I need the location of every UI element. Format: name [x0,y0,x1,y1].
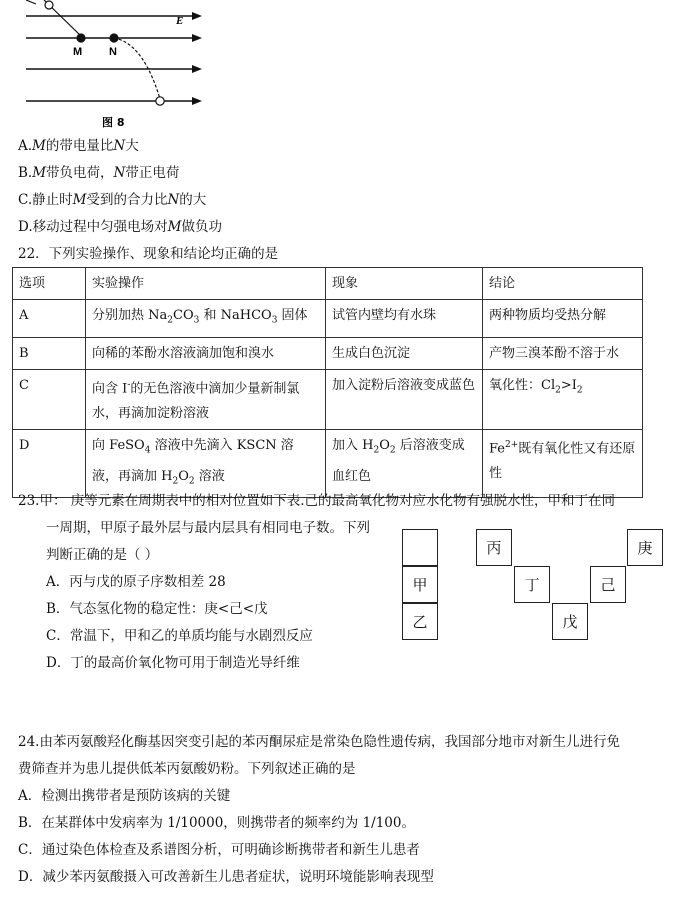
operation-cell: 向含 I-的无色溶液中滴加少量新制氯水，再滴加淀粉溶液 [86,369,326,429]
table-row [13,369,643,429]
cell-wu: 戊 [552,603,588,640]
q23-stem-line-1: 23.甲： 庚等元素在周期表中的相对位置如下表.己的最高氧化物对应水化物有强脱水性，甲和丁在同 [18,493,616,509]
phenomenon-cell: 生成白色沉淀 [326,337,483,369]
charge-m-dot [76,33,85,42]
conclusion-cell: 两种物质均受热分解 [483,300,643,338]
option-cell: C [13,369,86,429]
empty-cell [402,529,438,566]
q23-option-c: C．常温下，甲和乙的单质均能与水剧烈反应 [46,628,313,644]
header-cell: 实验操作 [86,268,326,300]
phenomenon-cell: 加入淀粉后溶液变成蓝色 [326,369,483,429]
cell-jia: 甲 [402,566,438,603]
q22-experiment-table [12,267,643,498]
q23-stem-line-2: 一周期，甲原子最外层与最内层具有相同电子数。下列 [46,520,370,536]
figure-caption: 图 8 [102,116,125,129]
phenomenon-cell: 试管内壁均有水珠 [326,300,483,338]
label-n: N [109,46,117,58]
cell-yi: 乙 [402,603,438,640]
q24-stem-line-1: 24.由苯丙氨酸羟化酶基因突变引起的苯丙酮尿症是常染色隐性遗传病，我国部分地市对新生儿进行免 [18,734,620,750]
q23-option-d: D．丁的最高价氧化物可用于制造光导纤维 [46,655,300,671]
table-row [13,337,643,369]
q23-option-a: A．丙与戊的原子序数相差 28 [46,574,226,590]
q24-option-b: B．在某群体中发病率为 1/10000，则携带者的频率约为 1/100。 [18,815,415,831]
q24-stem-line-2: 费筛查并为患儿提供低苯丙氨酸奶粉。下列叙述正确的是 [18,761,356,777]
charge-n-dot [109,33,118,42]
table-row [13,429,643,497]
q23-option-b: B．气态氢化物的稳定性：庚<己<戊 [46,601,268,617]
q23-stem-line-3: 判断正确的是（ ） [46,547,159,563]
q21-option-c: C.静止时M受到的合力比N的大 [18,192,207,208]
conclusion-cell: $Fe^{2+}$既有氧化性又有还原性 [483,429,643,497]
operation-cell: 向 FeSO$_4$ 溶液中先滴入 KSCN 溶液，再滴加 $H_2O_2$ 溶液 [86,429,326,497]
header-cell: 现象 [326,268,483,300]
operation-cell: 分别加热 $Na_2CO_3$ 和 NaHCO$_3$ 固体 [86,300,326,338]
cell-ji: 己 [590,566,626,603]
cell-geng: 庚 [627,529,663,566]
q21-option-d: D.移动过程中匀强电场对M做负功 [18,219,222,235]
label-m: M [73,46,83,58]
operation-cell: 向稀的苯酚水溶液滴加饱和溴水 [86,337,326,369]
conclusion-cell: 产物三溴苯酚不溶于水 [483,337,643,369]
header-cell: 选项 [13,268,86,300]
q21-option-a: A.M的带电量比N大 [18,138,139,154]
table-row [13,300,643,338]
cell-bing: 丙 [476,529,512,566]
label-e: E [176,15,184,27]
q24-option-c: C．通过染色体检查及系谱图分析，可明确诊断携带者和新生儿患者 [18,842,420,858]
q21-option-b: B.M带负电荷，N带正电荷 [18,165,180,181]
header-cell: 结论 [483,268,643,300]
option-cell: D [13,429,86,497]
phenomenon-cell: 加入 $H_2O_2$ 后溶液变成血红色 [326,429,483,497]
figure-8-electric-field [26,0,206,132]
conclusion-cell: 氧化性：$Cl_2>I_2$ [483,369,643,429]
q24-option-d: D．减少苯丙氨酸摄入可改善新生儿患者症状，说明环境能影响表现型 [18,869,434,885]
cell-ding: 丁 [514,566,550,603]
option-cell: B [13,337,86,369]
table-header-row [13,268,643,300]
option-cell: A [13,300,86,338]
q24-option-a: A．检测出携带者是预防该病的关键 [18,788,231,804]
q22-title: 22．下列实验操作、现象和结论均正确的是 [18,246,279,262]
